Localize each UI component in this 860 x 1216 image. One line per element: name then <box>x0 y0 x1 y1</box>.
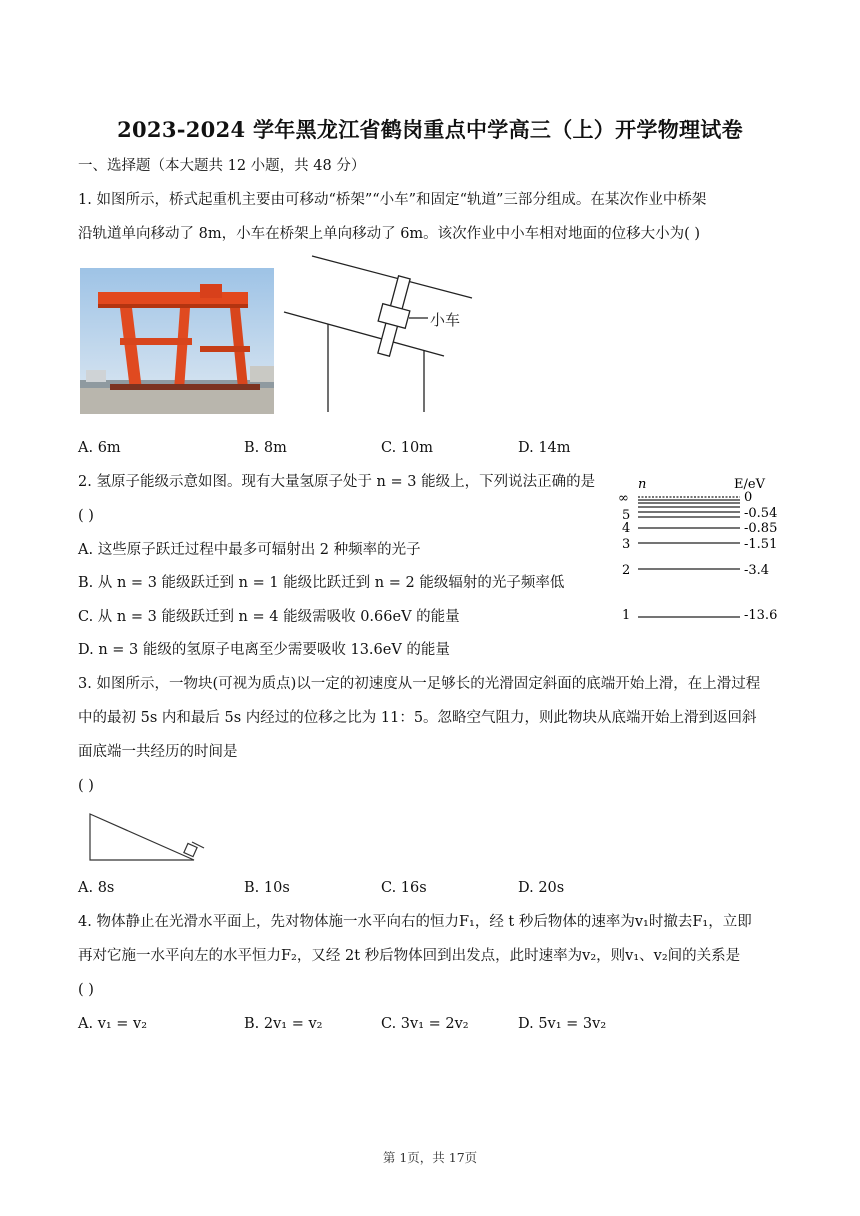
q4-option-a[interactable]: A. v₁ = v₂ <box>78 1016 148 1032</box>
level-n-5: 5 <box>622 508 631 523</box>
q3-paren: ( ) <box>78 778 94 794</box>
q4-paren: ( ) <box>78 982 94 998</box>
level-e-5: -0.54 <box>744 506 778 521</box>
level-n-2: 2 <box>622 563 631 578</box>
q1-option-a[interactable]: A. 6m <box>78 440 121 456</box>
q3-stem-line3: 面底端一共经历的时间是 <box>78 744 238 760</box>
q2-stem: 2. 氢原子能级示意如图。现有大量氢原子处于 n = 3 能级上，下列说法正确的是 <box>78 474 596 490</box>
q4-option-c[interactable]: C. 3v₁ = 2v₂ <box>381 1016 469 1032</box>
q4-option-d[interactable]: D. 5v₁ = 3v₂ <box>518 1016 607 1032</box>
level-e-inf: 0 <box>744 490 753 505</box>
q1-stem-line1: 1. 如图所示，桥式起重机主要由可移动“桥架”“小车”和固定“轨道”三部分组成。在某次作业中桥架 <box>78 192 707 208</box>
q1-stem-line2: 沿轨道单向移动了 8m，小车在桥架上单向移动了 6m。该次作业中小车相对地面的位移大小为( ) <box>78 226 701 242</box>
level-e-1: -13.6 <box>744 608 778 623</box>
page-footer: 第 1页，共 17页 <box>382 1150 478 1165</box>
q2-option-d[interactable]: D. n = 3 能级的氢原子电离至少需要吸收 13.6eV 的能量 <box>78 642 450 658</box>
q1-option-b[interactable]: B. 8m <box>244 440 287 456</box>
level-n-4: 4 <box>622 521 631 536</box>
crane-schematic <box>282 254 482 414</box>
level-n-1: 1 <box>622 608 631 623</box>
energy-header: E/eV <box>734 477 765 492</box>
q2-option-b[interactable]: B. 从 n = 3 能级跃迁到 n = 1 能级比跃迁到 n = 2 能级辐射的光子频率低 <box>78 575 565 591</box>
q4-stem-line1: 4. 物体静止在光滑水平面上，先对物体施一水平向右的恒力F₁，经 t 秒后物体的速率为v₁时撤去F₁，立即 <box>78 914 752 930</box>
q4-option-b[interactable]: B. 2v₁ = v₂ <box>244 1016 323 1032</box>
q2-option-a[interactable]: A. 这些原子跃迁过程中最多可辐射出 2 种频率的光子 <box>78 542 421 558</box>
n-header: n <box>638 477 647 492</box>
q2-option-c[interactable]: C. 从 n = 3 能级跃迁到 n = 4 能级需吸收 0.66eV 的能量 <box>78 609 460 625</box>
level-e-4: -0.85 <box>744 521 778 536</box>
level-e-2: -3.4 <box>744 563 770 578</box>
q1-option-d[interactable]: D. 14m <box>518 440 571 456</box>
q2-paren: ( ) <box>78 508 94 524</box>
q3-option-c[interactable]: C. 16s <box>381 880 427 896</box>
q1-option-c[interactable]: C. 10m <box>381 440 433 456</box>
q3-stem-line1: 3. 如图所示，一物块(可视为质点)以一定的初速度从一足够长的光滑固定斜面的底端开始上滑，在上滑过程 <box>78 676 761 692</box>
crane-photo <box>80 268 274 414</box>
level-e-3: -1.51 <box>744 537 778 552</box>
section-heading: 一、选择题（本大题共 12 小题，共 48 分） <box>78 158 366 174</box>
trolley-label: 小车 <box>430 311 461 329</box>
energy-level-diagram <box>614 474 784 626</box>
q3-option-a[interactable]: A. 8s <box>78 880 115 896</box>
level-n-inf: ∞ <box>618 491 629 506</box>
level-n-3: 3 <box>622 537 631 552</box>
q3-stem-line2: 中的最初 5s 内和最后 5s 内经过的位移之比为 11：5。忽略空气阻力，则此物块从底端开始上滑到返回斜 <box>78 710 757 726</box>
q3-option-b[interactable]: B. 10s <box>244 880 290 896</box>
q4-stem-line2: 再对它施一水平向左的水平恒力F₂，又经 2t 秒后物体回到出发点，此时速率为v₂，则v₁、v₂间的关系是 <box>78 948 741 964</box>
incline-diagram <box>88 812 208 864</box>
exam-title: 2023-2024 学年黑龙江省鹤岗重点中学高三（上）开学物理试卷 <box>117 117 743 142</box>
q3-option-d[interactable]: D. 20s <box>518 880 565 896</box>
